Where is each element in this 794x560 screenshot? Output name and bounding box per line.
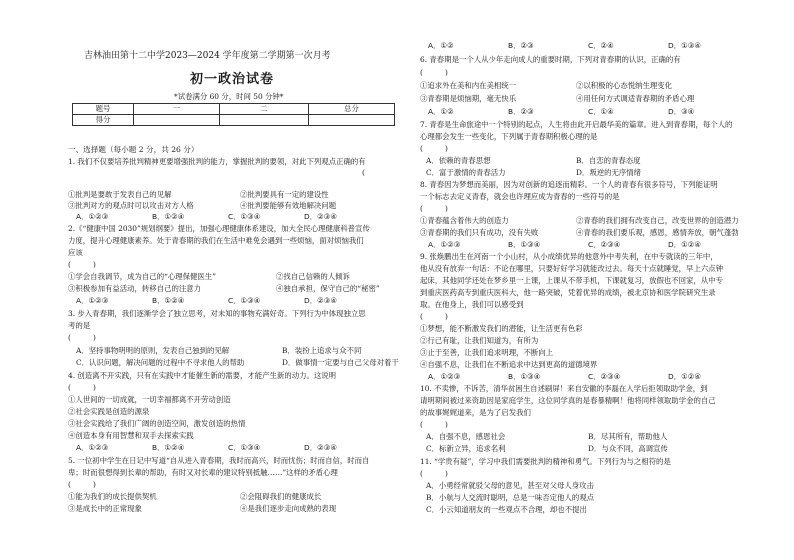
table-row	[73, 115, 395, 126]
question-stem: 1. 我们不仅要培养批判精神更要增强批判的能力，掌握批判的要领，对此下列观点正确的有	[68, 157, 366, 166]
answer-blank[interactable]: ( )	[420, 204, 448, 213]
score-table	[72, 103, 395, 126]
question-stem: 考的是	[68, 321, 91, 330]
option-item: ②会阻碍我们的健康成长	[240, 492, 322, 501]
table-cell[interactable]	[134, 115, 220, 126]
table-cell: 总分	[309, 104, 395, 115]
option-item: ④青春的我们要乐观，感恩，感情奔放，朝气蓬勃	[576, 228, 739, 237]
answer-blank[interactable]: ( )	[420, 144, 448, 153]
choice-a[interactable]: A．①②③	[428, 372, 461, 381]
choice-a[interactable]: A．①②③	[76, 212, 109, 221]
option-item: ③青春期的我们只有成功，没有失败	[420, 228, 539, 237]
choice-b[interactable]: B．自恋的青春态度	[576, 156, 641, 165]
question-stem: 8. 青春因为梦想而美丽，因为对创新的追逐而精彩。一个人的青春有很多符号，下列能证明	[420, 180, 718, 189]
answer-blank[interactable]: ( )	[68, 480, 96, 489]
choice-d[interactable]: D．②③④	[304, 212, 337, 221]
choice-b[interactable]: B．②③	[508, 107, 534, 116]
question-stem: 10. 不卖惨，不诉苦，清华贫困生自述刷屏！来自安徽的李磊在入学后拒领取助学金，到	[420, 384, 708, 393]
option-item: ③积极参加有益活动，转移自己的注意力	[68, 284, 202, 293]
question-stem: 11. “学贵有疑”，学习中我们需要批判的精神和勇气。下列行为与之相符的是	[420, 457, 671, 466]
answer-blank[interactable]: ( )	[68, 333, 96, 342]
option-item: ①能为我们的成长提供契机	[68, 492, 157, 501]
exam-subtitle: *试卷满分 60 分，时间 50 分钟*	[174, 92, 284, 101]
choice-d[interactable]: D．①②④	[668, 240, 701, 249]
choice-c[interactable]: C．①③④	[228, 443, 261, 452]
question-stem: 9. 张焕鹏出生在河南一个小山村，从小成绩优异的他意外中考失利，在中专就读的三年中，	[420, 252, 718, 261]
option-item: ①梦想，能不断激发我们的潜能，让生活更有色彩	[420, 324, 583, 333]
section-heading: 一、选择题（每小题 2 分，共 26 分）	[68, 145, 199, 154]
choice-d[interactable]: D．②③④	[304, 296, 337, 305]
option-item: ③批判对方的观点时可以攻击对方人格	[68, 201, 194, 210]
option-item: ④创造本身有用智慧和双手去探索实践	[68, 431, 194, 440]
choice-a[interactable]: A．①②	[428, 41, 454, 50]
question-stem: 心理都会发生一些变化，下列属于青春期积极心理的是	[420, 132, 598, 141]
option-item: ②以积极的心态悦纳生理变化	[576, 81, 673, 90]
answer-blank[interactable]: ( )	[420, 469, 448, 478]
choice-c[interactable]: C．标新立异，追求名利	[426, 444, 506, 453]
choice-c[interactable]: C．②④	[588, 41, 614, 50]
choice-c[interactable]: C．富于激情的青春活力	[426, 168, 506, 177]
table-cell[interactable]	[220, 115, 309, 126]
option-item: ②社会实践是创造的源泉	[68, 407, 150, 416]
choice-c[interactable]: C．①④	[588, 107, 614, 116]
choice-b[interactable]: B．小航与人交流时聪明，总是一味否定他人的观点	[426, 493, 595, 502]
option-item: ②批判要具有一定的建设性	[240, 190, 329, 199]
answer-blank[interactable]: ( )	[68, 260, 96, 269]
table-row	[73, 104, 395, 115]
choice-d[interactable]: D．③④	[668, 107, 695, 116]
option-item: ③社会实践给了我们广阔的创造空间，激发创造的热情	[68, 419, 246, 428]
exam-title: 初一政治试卷	[190, 72, 275, 87]
choice-c[interactable]: C．①③④	[228, 296, 261, 305]
question-stem: 请明期间被过来资助因是家庭学生，这位同学真的是春暴精啊！他将同样领取助学金的自己	[420, 396, 716, 405]
question-stem: 7. 青春是生命旅途中一个特别的起点，人生将由此开启最华美的篇章。进入到青春期，每个人的	[420, 120, 733, 129]
choice-d[interactable]: D．与众不同，高调宣传	[588, 444, 668, 453]
option-item: ②行己有耻，让我们知道为，有所为	[420, 336, 539, 345]
option-item: ③止于至善，让我们追求明理，不断向上	[420, 348, 554, 357]
question-stem: 他从没有放弃一句话：不论在哪里，只要好好学习就能改过去。每天十点就睡觉，早上六点钟	[420, 264, 724, 273]
choice-a[interactable]: A．依赖的青春思想	[426, 156, 491, 165]
choice-d[interactable]: D．①②④	[668, 372, 701, 381]
choice-a[interactable]: A．坚持事物明明的原则，发表自己独到的见解	[76, 346, 230, 355]
table-cell: 得分	[73, 115, 134, 126]
choice-b[interactable]: B．①③④	[508, 240, 541, 249]
choice-d[interactable]: D．做事情一定要与自己父母对着干	[282, 358, 399, 367]
question-stem: 到重庆医药高专到重庆医科大，他一路突破，凭着优异的成绩，被北京协和医学院研究生录	[420, 288, 716, 297]
question-stem: 一个标志去定义青春，就会也许理应成为青春的一些符号的是	[420, 192, 620, 201]
option-item: ①人世间的一切成就，一切幸福都离不开劳动创造	[68, 395, 231, 404]
question-stem: 应该	[68, 248, 83, 257]
choice-c[interactable]: C．②③④	[588, 372, 621, 381]
choice-a[interactable]: A．①②③	[428, 240, 461, 249]
choice-d[interactable]: D．①③④	[668, 41, 701, 50]
choice-a[interactable]: A．①②③	[76, 443, 109, 452]
question-stem: 取。在他身上，我们可以感受到	[420, 300, 524, 309]
choice-b[interactable]: B．①②④	[152, 212, 185, 221]
choice-a[interactable]: A．①②③	[76, 296, 109, 305]
question-stem: 3. 步入青春期，我们逐渐学会了独立思考，对未知的事物充满好奇。下列行为中体现独立思	[68, 309, 366, 318]
option-item: ①青春蕴含着伟大的创造力	[420, 216, 509, 225]
choice-c[interactable]: C．认识问题，解决问题的过程中不寻求他人的帮助	[76, 358, 245, 367]
option-item: ②青春的我们拥有改变自己，改变世界的创造潜力	[576, 216, 739, 225]
option-item: ④独自承担，保守自己的“秘密”	[276, 284, 380, 293]
school-title: 吉林油田第十二中学2023—2024 学年度第二学期第一次月考	[84, 51, 331, 61]
answer-blank[interactable]: ( )	[420, 68, 448, 77]
question-stem: 卑；时而很想得到长辈的帮助，有时又对长辈的建议特别抵触……”这样的矛盾心理	[68, 468, 338, 477]
choice-a[interactable]: A．小勇经常就驳父母的意见，甚至对父母人身攻击	[426, 481, 594, 490]
choice-b[interactable]: B．①③④	[508, 372, 541, 381]
choice-c[interactable]: C．小云知道朋友的一些观点不合理，却也不提出	[426, 505, 587, 514]
answer-blank[interactable]: ( )	[420, 312, 448, 321]
option-item: ①学会自我调节，成为自己的“心理保健医生”	[68, 272, 216, 281]
question-stem: 的故事娓娓道来，是为了启发我们	[420, 408, 531, 417]
choice-a[interactable]: A．自强不息，感恩社会	[426, 432, 506, 441]
choice-c[interactable]: C．①③④	[228, 212, 261, 221]
answer-blank[interactable]: (	[362, 168, 365, 177]
choice-b[interactable]: B．尽其所有，帮助他人	[588, 432, 668, 441]
question-stem: 4. 创造离不开实践，只有在实践中才能催生新的需要，才能产生新的动力。这说明	[68, 371, 337, 380]
choice-b[interactable]: B．装扮上追求与众不同	[282, 346, 362, 355]
answer-blank[interactable]: ( )	[68, 383, 96, 392]
choice-d[interactable]: D．②③④	[304, 443, 337, 452]
question-stem: 2.《“健康中国 2030”规划纲要》提出，加强心理健康体系建设，加大全民心理健康科普宣传	[68, 224, 370, 233]
option-item: ②找自己信赖的人倾诉	[276, 272, 350, 281]
question-stem: 起床，其他同学还处在梦乡里一上课，上课从不带手机，下课就复习，放假也不回家，从中专	[420, 276, 724, 285]
option-item: ④是我们逐步走向成熟的表现	[240, 504, 337, 513]
choice-b[interactable]: B．②③	[508, 41, 534, 50]
option-item: ①批判是要敢于发表自己的见解	[68, 190, 172, 199]
question-stem: 5. 一位初中学生在日记中写道“自从进入青春期，我时而高兴，时而忧伤；时而自信，时而自	[68, 456, 370, 465]
question-stem: 6. 青春期是一个人从少年走向成人的重要时期，下列对青春期的认识，正确的有	[420, 55, 681, 64]
choice-d[interactable]: D．叛逆的无序情绪	[576, 168, 642, 177]
option-item: ④用任何方式调适青春期的矛盾心理	[576, 94, 695, 103]
choice-c[interactable]: C．②③④	[588, 240, 621, 249]
question-stem: 力度，提升心理健康素养。处于青春期的我们在生活中难免会遇到一些烦恼，面对烦恼我们	[68, 236, 364, 245]
answer-blank[interactable]: ( )	[420, 420, 448, 429]
choice-b[interactable]: B．①②④	[152, 296, 185, 305]
choice-a[interactable]: A．①②	[428, 107, 454, 116]
table-cell: 一	[134, 104, 220, 115]
table-cell: 二	[220, 104, 309, 115]
table-cell[interactable]	[309, 115, 395, 126]
table-cell: 题号	[73, 104, 134, 115]
option-item: ③是成长中的正常现象	[68, 504, 142, 513]
option-item: ④批判要能够有效地解决问题	[240, 201, 337, 210]
option-item: ③青春期是烦恼期，毫无快乐	[420, 94, 517, 103]
option-item: ①追求外在美和内在美相统一	[420, 81, 517, 90]
option-item: ④自强不息，让我们在不断追求中达到更高的道德境界	[420, 360, 598, 369]
choice-b[interactable]: B．①②④	[152, 443, 185, 452]
